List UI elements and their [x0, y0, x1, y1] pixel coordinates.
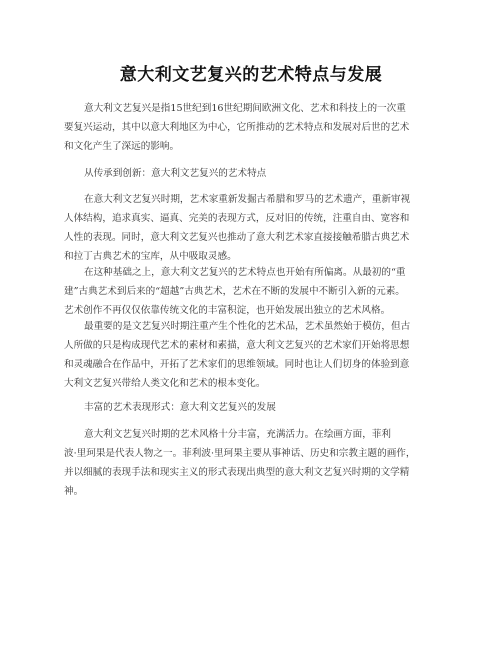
- paragraph-line: 波·里珂果是代表人物之一。菲利波·里珂果主要从事神话、历史和宗教主题的画作，: [64, 448, 416, 459]
- document-title: 意大利文艺复兴的艺术特点与发展: [119, 65, 383, 85]
- paragraph-line: 艺术创作不再仅仅依靠传统文化的丰富积淀，也开始发展出独立的艺术风格。: [64, 305, 391, 316]
- paragraph-5: [64, 425, 444, 501]
- paragraph-line: 意大利文艺复兴时期的艺术风格十分丰富，充满活力。在绘画方面，菲利: [84, 429, 391, 440]
- paragraph-line: 最重要的是文艺复兴时期注重产生个性化的艺术品，艺术虽然始于模仿，但古: [84, 321, 411, 332]
- paragraph-line: 和拉丁古典艺术的宝库，从中吸取灵感。: [64, 251, 237, 262]
- paragraph-line: 并以细腻的表现手法和现实主义的形式表现出典型的意大利文艺复兴时期的文学精: [64, 467, 410, 478]
- paragraph-line: 神。: [64, 486, 84, 497]
- paragraph-4: [64, 317, 444, 393]
- paragraph-line: 人所做的只是构成现代艺术的素材和素描，意大利文艺复兴的艺术家们开始将思想: [64, 340, 410, 351]
- section-heading-2: 丰富的艺术表现形式：意大利文艺复兴的发展: [84, 402, 276, 413]
- paragraph-line: 建”古典艺术到后来的“超越”古典艺术，艺术在不断的发展中不断引入新的元素。: [64, 286, 405, 297]
- section-heading-1: 从传承到创新：意大利文艺复兴的艺术特点: [84, 168, 267, 179]
- paragraph-line: 要复兴运动，其中以意大利地区为中心，它所推动的艺术特点和发展对后世的艺术: [64, 122, 410, 133]
- paragraph-intro: [64, 99, 444, 156]
- paragraph-line: 人体结构，追求真实、逼真、完美的表现方式，反对旧的传统，注重自由、宽容和: [64, 213, 410, 224]
- paragraph-line: 在这种基础之上，意大利文艺复兴的艺术特点也开始有所偏离。从最初的“重: [84, 267, 406, 278]
- paragraph-2: [64, 190, 444, 266]
- paragraph-line: 人性的表现。同时，意大利文艺复兴也推动了意大利艺术家直接接触希腊古典艺术: [64, 232, 410, 243]
- paragraph-line: 意大利文艺复兴是指15世纪到16世纪期间欧洲文化、艺术和科技上的一次重: [84, 103, 406, 114]
- paragraph-line: 大利文艺复兴带给人类文化和艺术的根本变化。: [64, 378, 266, 389]
- paragraph-line: 和灵魂融合在作品中，开拓了艺术家们的思维领域。同时也让人们切身的体验到意: [64, 359, 410, 370]
- paragraph-line: 在意大利文艺复兴时期，艺术家重新发掘古希腊和罗马的艺术遗产，重新审视: [84, 194, 411, 205]
- paragraph-line: 和文化产生了深远的影响。: [64, 141, 180, 152]
- paragraph-3: [64, 263, 444, 320]
